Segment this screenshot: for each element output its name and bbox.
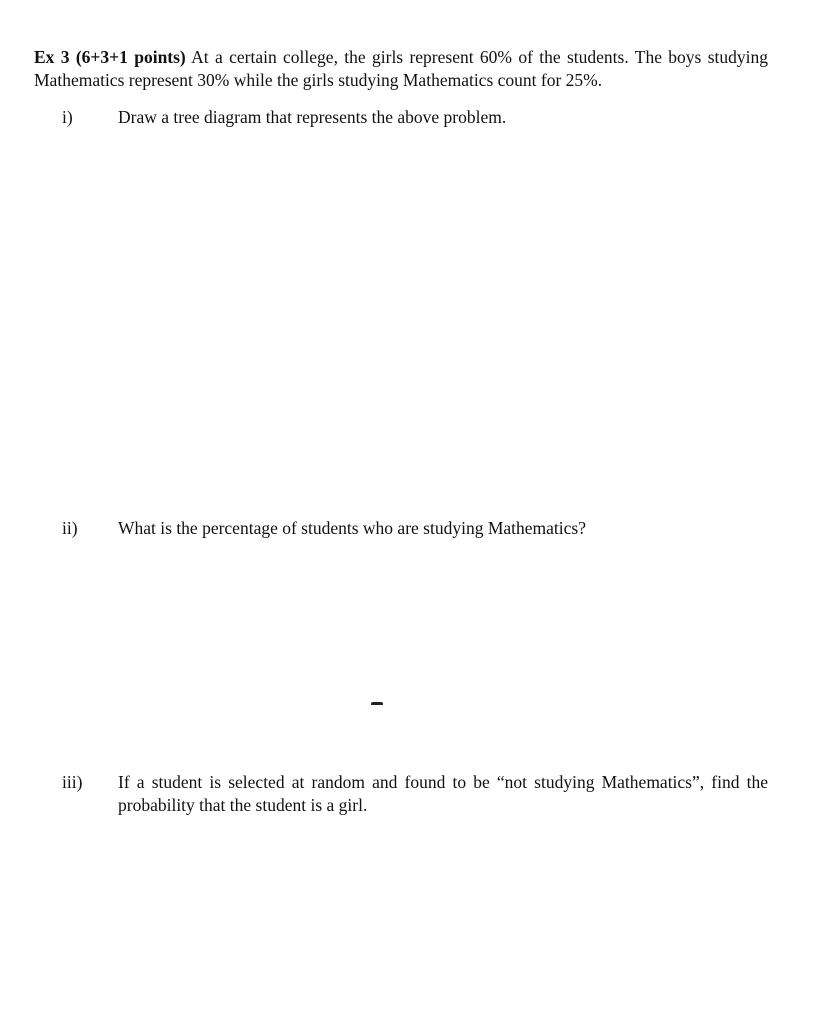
question-3-text: If a student is selected at random and found to be “not studying Mathematics”, find the probability that the student is a girl. bbox=[118, 772, 768, 815]
exercise-heading: Ex 3 (6+3+1 points) bbox=[34, 47, 186, 67]
question-1-text: Draw a tree diagram that represents the above problem. bbox=[118, 107, 507, 127]
exercise-statement bbox=[34, 46, 768, 92]
question-3-number: iii) bbox=[62, 772, 83, 792]
exercise-text: At a certain college, the girls represent 60% of the students. The boys studying Mathematics represent 30% while the girls studying Mathematics count for 25%. bbox=[34, 47, 768, 90]
question-2-number: ii) bbox=[62, 518, 78, 538]
stray-pen-mark bbox=[371, 702, 383, 705]
question-1-number: i) bbox=[62, 107, 73, 127]
question-2-text: What is the percentage of students who are studying Mathematics? bbox=[118, 518, 586, 538]
